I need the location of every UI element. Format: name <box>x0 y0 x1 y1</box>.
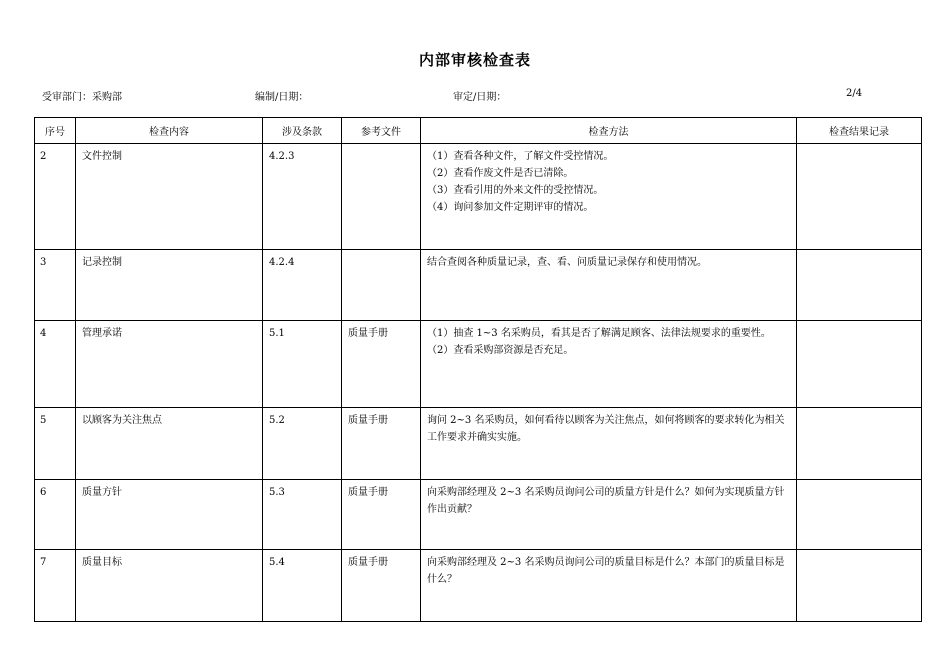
method-line: （1）查看各种文件，了解文件受控情况。 <box>427 151 614 162</box>
check-result[interactable] <box>797 550 922 622</box>
col-header-no: 序号 <box>35 118 76 144</box>
clause: 5.2 <box>263 408 342 480</box>
check-method <box>421 321 797 408</box>
reference-doc: 质量手册 <box>342 321 421 408</box>
check-content: 以顾客为关注焦点 <box>76 408 263 480</box>
clause: 5.3 <box>263 480 342 550</box>
row-number: 6 <box>35 480 76 550</box>
approved-by-date: 审定/日期： <box>453 92 507 103</box>
clause: 4.2.4 <box>263 250 342 321</box>
check-result[interactable] <box>797 250 922 321</box>
page-title: 内部审核检查表 <box>418 51 531 69</box>
row-number: 5 <box>35 408 76 480</box>
method-line: （4）询问参加文件定期评审的情况。 <box>427 202 594 213</box>
col-header-clause: 涉及条款 <box>263 118 342 144</box>
reference-doc: 质量手册 <box>342 408 421 480</box>
check-content: 质量目标 <box>76 550 263 622</box>
col-header-method: 检查方法 <box>421 118 797 144</box>
check-result[interactable] <box>797 321 922 408</box>
check-result[interactable] <box>797 408 922 480</box>
check-result[interactable] <box>797 144 922 250</box>
check-content: 记录控制 <box>76 250 263 321</box>
method-line: 向采购部经理及 2~3 名采购员询问公司的质量目标是什么？本部门的质量目标是什么？ <box>427 557 785 585</box>
row-number: 4 <box>35 321 76 408</box>
reference-doc <box>342 250 421 321</box>
col-header-reference: 参考文件 <box>342 118 421 144</box>
method-line: 结合查阅各种质量记录，查、看、问质量记录保存和使用情况。 <box>427 257 707 268</box>
audit-checklist-table <box>34 117 922 622</box>
row-number: 7 <box>35 550 76 622</box>
check-method <box>421 144 797 250</box>
reference-doc: 质量手册 <box>342 480 421 550</box>
compiled-by-date: 编制/日期： <box>255 92 309 103</box>
col-header-content: 检查内容 <box>76 118 263 144</box>
table-header-row <box>35 118 922 144</box>
reference-doc <box>342 144 421 250</box>
clause: 5.1 <box>263 321 342 408</box>
table-row <box>35 321 922 408</box>
method-line: 向采购部经理及 2~3 名采购员询问公司的质量方针是什么？如何为实现质量方针作出贡献？ <box>427 487 785 515</box>
clause: 5.4 <box>263 550 342 622</box>
method-line: （3）查看引用的外来文件的受控情况。 <box>427 185 604 196</box>
reference-doc: 质量手册 <box>342 550 421 622</box>
check-method <box>421 250 797 321</box>
audited-department: 受审部门：采购部 <box>42 92 122 103</box>
method-line: （2）查看作废文件是否已清除。 <box>427 168 574 179</box>
check-method <box>421 408 797 480</box>
clause: 4.2.3 <box>263 144 342 250</box>
table-row <box>35 408 922 480</box>
check-method <box>421 480 797 550</box>
method-line: （2）查看采购部资源是否充足。 <box>427 345 574 356</box>
check-method <box>421 550 797 622</box>
page-number: 2/4 <box>846 88 863 99</box>
table-row <box>35 550 922 622</box>
table-row <box>35 144 922 250</box>
method-line: （1）抽查 1~3 名采购员，看其是否了解满足顾客、法律法规要求的重要性。 <box>427 328 771 339</box>
check-content: 管理承诺 <box>76 321 263 408</box>
row-number: 2 <box>35 144 76 250</box>
row-number: 3 <box>35 250 76 321</box>
method-line: 询问 2~3 名采购员，如何看待以顾客为关注焦点，如何将顾客的要求转化为相关工作要求并确实实施。 <box>427 415 785 443</box>
table-row <box>35 250 922 321</box>
check-content: 文件控制 <box>76 144 263 250</box>
check-content: 质量方针 <box>76 480 263 550</box>
table-row <box>35 480 922 550</box>
check-result[interactable] <box>797 480 922 550</box>
col-header-result: 检查结果记录 <box>797 118 922 144</box>
